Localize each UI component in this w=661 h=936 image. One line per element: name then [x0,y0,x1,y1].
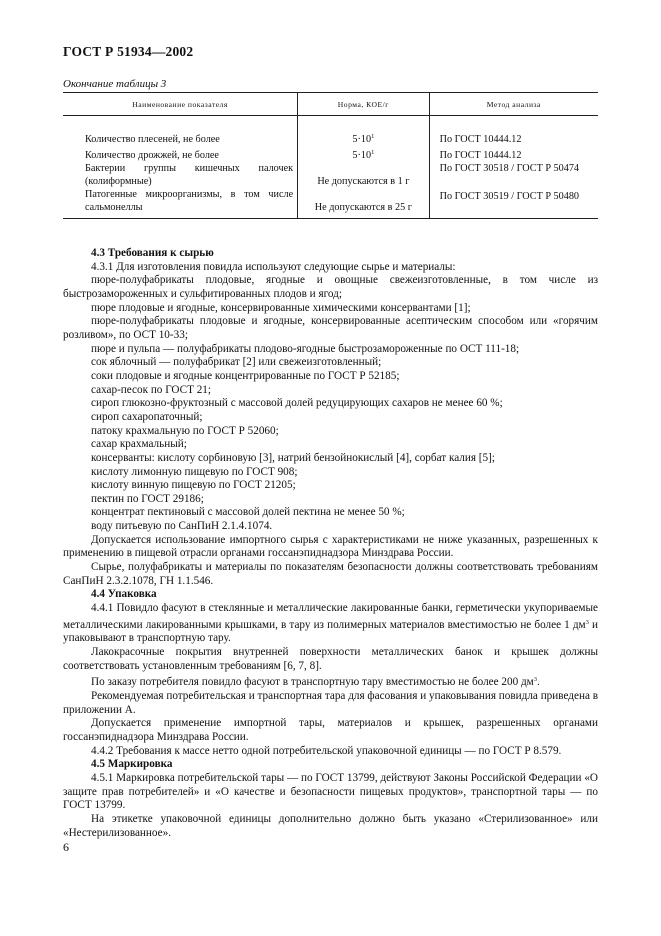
material-item: сок яблочный — полуфабрикат [2] или свежеизготовленный; [91,356,382,369]
material-item: сироп сахаропаточный; [91,410,203,423]
material-item: сироп глюкозно-фруктозный с массовой долей редуцирующих сахаров не менее 60 %; [91,397,503,410]
indicators-table [63,92,598,219]
material-item: сахар-песок по ГОСТ 21; [91,383,211,396]
column-header-norm: Норма, КОЕ/г [298,93,429,116]
material-item: консерванты: кислоту сорбиновую [3], натрий бензойнокислый [4], сорбат калия [5]; [91,451,495,464]
page-number: 6 [63,840,69,854]
method-cell: По ГОСТ 10444.12 [429,146,598,162]
safety-note: Сырье, полуфабрикаты и материалы по показателям безопасности должны соответствовать требованиям СанПиН 2.3.2.1078, ГН 1.1.546. [63,561,598,587]
norm-cell: Не допускаются в 25 г [298,188,429,219]
material-item: патоку крахмальную по ГОСТ Р 52060; [91,424,279,437]
table-row [63,188,598,219]
indicator-cell: Бактерии группы кишечных палочек (колиформные) [85,163,294,187]
indicator-cell: Количество плесеней, не более [85,134,220,145]
method-cell: По ГОСТ 10444.12 [429,116,598,147]
document-body [63,247,598,840]
table-caption: Окончание таблицы 3 [63,78,167,90]
column-header-indicator: Наименование показателя [63,93,298,116]
norm-cell: $5\cdot 10^1$ [298,116,429,147]
material-item: пектин по ГОСТ 29186; [91,492,204,505]
material-item: кислоту винную пищевую по ГОСТ 21205; [91,479,296,492]
material-item: сахар крахмальный; [91,438,187,451]
column-header-method: Метод анализа [429,93,598,116]
table-row [63,116,598,147]
material-item: пюре и пульпа — полуфабрикаты плодово-ягодные быстрозамороженные по ОСТ 111-18; [91,342,520,355]
order-note: По заказу потребителя повидло фасуют в транспортную тару вместимостью не более 200 $дм^3$. [91,676,540,689]
recommended-packaging-note: Рекомендуемая потребительская и транспортная тара для фасования и упаковывания повидла приведена в приложении А. [63,690,598,716]
clause-4-4-2: 4.4.2 Требования к массе нетто одной потребительской упаковочной единицы — по ГОСТ Р 8.579. [91,744,562,757]
indicator-cell: Количество дрожжей, не более [85,150,219,161]
material-item: соки плодовые и ягодные концентрированные по ГОСТ Р 52185; [91,369,400,382]
material-item: пюре плодовые и ягодные, консервированные химическими консервантами [1]; [91,301,471,314]
import-packaging-note: Допускается применение импортной тары, материалов и крышек, разрешенных органами госсанэпиднадзора Минздрава России. [63,717,598,743]
section-heading-packaging: 4.4 Упаковка [91,588,157,601]
table-row [63,146,598,162]
document-header: ГОСТ Р 51934—2002 [63,44,194,59]
clause-4-5-1: 4.5.1 Маркировка потребительской тары — по ГОСТ 13799, действуют Законы Российской Федерации «О защите прав потребителей» и «О качестве и безопасности пищевых продуктов», транспортной тары — по ГОСТ 13799. [63,771,598,812]
material-item: концентрат пектиновый с массовой долей пектина не менее 50 %; [91,506,405,519]
table-row [63,162,598,188]
clause-4-4-1: 4.4.1 Повидло фасуют в стеклянные и металлические лакированные банки, герметически укупориваемые металлическими лакированными крышками, в тару из полимерных материалов вместимостью не более 1 $дм^3$ и упаковывают в транспортную тару. [63,602,598,645]
norm-cell: $5\cdot 10^1$ [298,146,429,162]
clause-4-3-1: 4.3.1 Для изготовления повидла используют следующие сырье и материалы: [91,260,456,273]
method-cell: По ГОСТ 30518 / ГОСТ Р 50474 [429,162,598,188]
import-raw-note: Допускается использование импортного сырья с характеристиками не ниже указанных, разрешенных к применению в пищевой отрасли органами госсанэпиднадзора Минздрава России. [63,533,598,560]
table-header-row [63,93,598,116]
material-item: пюре-полуфабрикаты плодовые, ягодные и овощные свежеизготовленные, в том числе из быстрозамороженных и сульфитированных плодов и ягод; [63,274,598,300]
material-item: пюре-полуфабрикаты плодовые и ягодные, консервированные асептическим способом или «горячим розливом», по ОСТ 10-33; [63,315,598,341]
material-item: воду питьевую по СанПиН 2.1.4.1074. [91,520,273,533]
section-heading-raw-materials: 4.3 Требования к сырью [91,247,214,259]
method-cell: По ГОСТ 30519 / ГОСТ Р 50480 [429,188,598,219]
label-note: На этикетке упаковочной единицы дополнительно должно быть указано «Стерилизованное» или «Нестерилизованное». [63,812,598,839]
norm-cell: Не допускаются в 1 г [298,162,429,188]
section-heading-marking: 4.5 Маркировка [91,758,173,771]
indicator-cell: Патогенные микроорганизмы, в том числе сальмонеллы [63,188,298,219]
material-item: кислоту лимонную пищевую по ГОСТ 908; [91,465,298,478]
coating-note: Лакокрасочные покрытия внутренней поверхности металлических банок и крышек должны соответствовать установленным требованиям [6, 7, 8]. [63,646,598,672]
